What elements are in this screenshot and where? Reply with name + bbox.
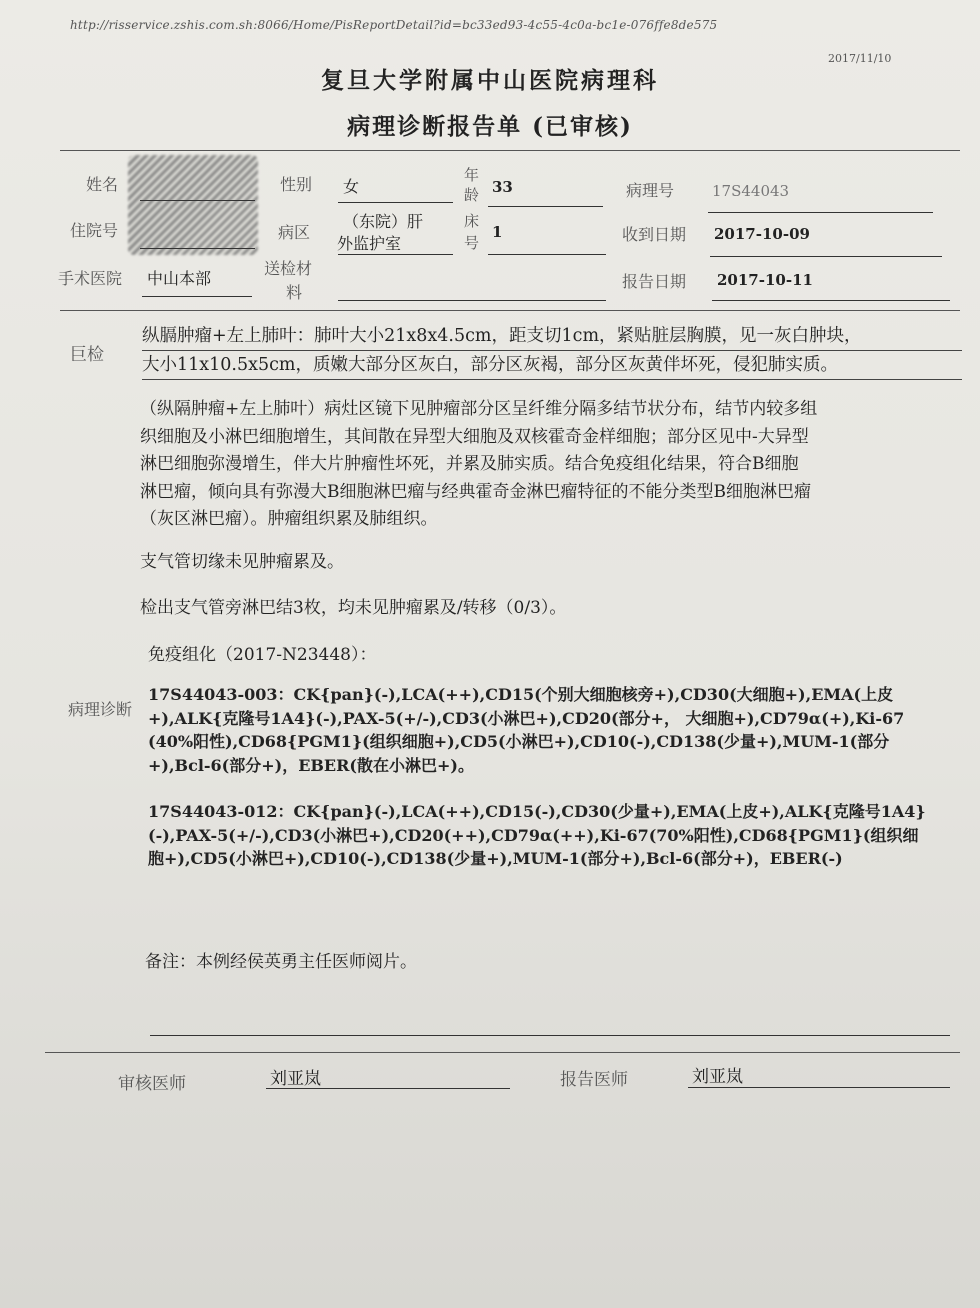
age-value: 33	[492, 178, 513, 196]
pathology-no-label: 病理号	[626, 181, 675, 200]
diagnosis-underline	[150, 1035, 950, 1036]
ihc-line: 17S44043-012：CK{pan}(-),LCA(++),CD15(-),CD30(少量+),EMA(上皮+),ALK{克隆号1A4}	[148, 802, 926, 821]
received-date-value: 2017-10-09	[714, 225, 810, 243]
inpatient-no-label: 住院号	[70, 221, 119, 240]
ihc-line: 胞+),CD5(小淋巴+),CD10(-),CD138(少量+),MUM-1(部分+),Bcl-6(部分+)，EBER(-)	[148, 849, 843, 868]
ihc-line: 17S44043-003：CK{pan}(-),LCA(++),CD15(个别大细胞核旁+),CD30(大细胞+),EMA(上皮	[148, 685, 894, 704]
report-title: 病理诊断报告单 (已审核)	[347, 113, 633, 140]
ihc-line: (-),PAX-5(+/-),CD3(小淋巴+),CD20(++),CD79α(++),Ki-67(70%阳性),CD68{PGM1}(组织细	[148, 825, 919, 845]
reviewer-label: 审核医师	[118, 1074, 186, 1094]
ihc-block-012	[148, 800, 948, 871]
pathology-no-value: 17S44043	[712, 182, 790, 200]
gross-description	[142, 322, 962, 380]
gross-line: 大小11x10.5x5cm，质嫩大部分区灰白，部分区灰褐，部分区灰黄伴坏死，侵犯肺实质。	[142, 351, 962, 380]
reporter-name: 刘亚岚	[692, 1067, 743, 1087]
ihc-title: 免疫组化（2017-N23448）：	[148, 645, 377, 665]
specimen-label-1: 送检材	[264, 259, 313, 278]
report-url: http://risservice.zshis.com.sh:8066/Home/PisReportDetail?id=bc33ed93-4c55-4c0a-bc1e-076ffe8de575	[70, 18, 718, 32]
sex-value: 女	[343, 177, 360, 196]
info-divider	[60, 310, 960, 311]
age-label-1: 年	[464, 166, 480, 184]
report-note: 备注：本例经侯英勇主任医师阅片。	[145, 952, 417, 972]
hospital-value: 中山本部	[147, 269, 212, 288]
gross-label: 巨检	[70, 345, 104, 365]
ward-value-1: （东院）肝	[343, 212, 424, 231]
print-date: 2017/11/10	[828, 52, 892, 65]
received-date-label: 收到日期	[622, 225, 687, 244]
age-label-2: 龄	[464, 186, 480, 204]
ihc-line: +),Bcl-6(部分+)，EBER(散在小淋巴+)。	[148, 755, 474, 775]
bed-value: 1	[492, 223, 503, 241]
ward-label: 病区	[278, 223, 311, 242]
name-label: 姓名	[86, 175, 119, 194]
diagnosis-label: 病理诊断	[68, 700, 133, 719]
bed-label-2: 号	[464, 234, 480, 252]
header-divider	[60, 150, 960, 151]
ihc-block-003	[148, 683, 948, 777]
microscopic-findings	[140, 396, 965, 534]
redacted-name	[128, 155, 258, 255]
lymph-node-result: 检出支气管旁淋巴结3枚，均未见肿瘤累及/转移（0/3）。	[140, 598, 567, 618]
reporter-label: 报告医师	[560, 1070, 628, 1090]
hospital-label: 手术医院	[58, 269, 123, 288]
report-date-label: 报告日期	[622, 272, 687, 291]
micro-line: 织细胞及小淋巴细胞增生，其间散在异型大细胞及双核霍奇金样细胞；部分区见中-大异型	[140, 426, 809, 447]
micro-line: （纵隔肿瘤+左上肺叶）病灶区镜下见肿瘤部分区呈纤维分隔多结节状分布，结节内较多组	[140, 399, 818, 419]
micro-line: 淋巴细胞弥漫增生，伴大片肿瘤性坏死，并累及肺实质。结合免疫组化结果，符合B细胞	[140, 454, 799, 474]
report-date-value: 2017-10-11	[717, 271, 813, 289]
micro-line: （灰区淋巴瘤）。肿瘤组织累及肺组织。	[140, 509, 438, 529]
reviewer-name: 刘亚岚	[270, 1069, 321, 1089]
ihc-line: (40%阳性),CD68{PGM1}(组织细胞+),CD5(小淋巴+),CD10(-),CD138(少量+),MUM-1(部分	[148, 732, 890, 751]
specimen-label-2: 料	[286, 283, 303, 302]
hospital-name: 复旦大学附属中山医院病理科	[321, 67, 659, 94]
signature-divider	[45, 1052, 960, 1053]
gross-line: 纵膈肿瘤+左上肺叶：肺叶大小21x8x4.5cm，距支切1cm，紧贴脏层胸膜，见一灰白肿块，	[142, 322, 962, 351]
bed-label-1: 床	[464, 212, 480, 230]
bronchial-margin: 支气管切缘未见肿瘤累及。	[140, 552, 344, 572]
micro-line: 淋巴瘤，倾向具有弥漫大B细胞淋巴瘤与经典霍奇金淋巴瘤特征的不能分类型B细胞淋巴瘤	[140, 481, 811, 502]
ihc-line: +),ALK{克隆号1A4}(-),PAX-5(+/-),CD3(小淋巴+),CD20(部分+， 大细胞+),CD79α(+),Ki-67	[148, 708, 905, 728]
sex-label: 性别	[280, 175, 313, 194]
ward-value-2: 外监护室	[337, 234, 402, 253]
